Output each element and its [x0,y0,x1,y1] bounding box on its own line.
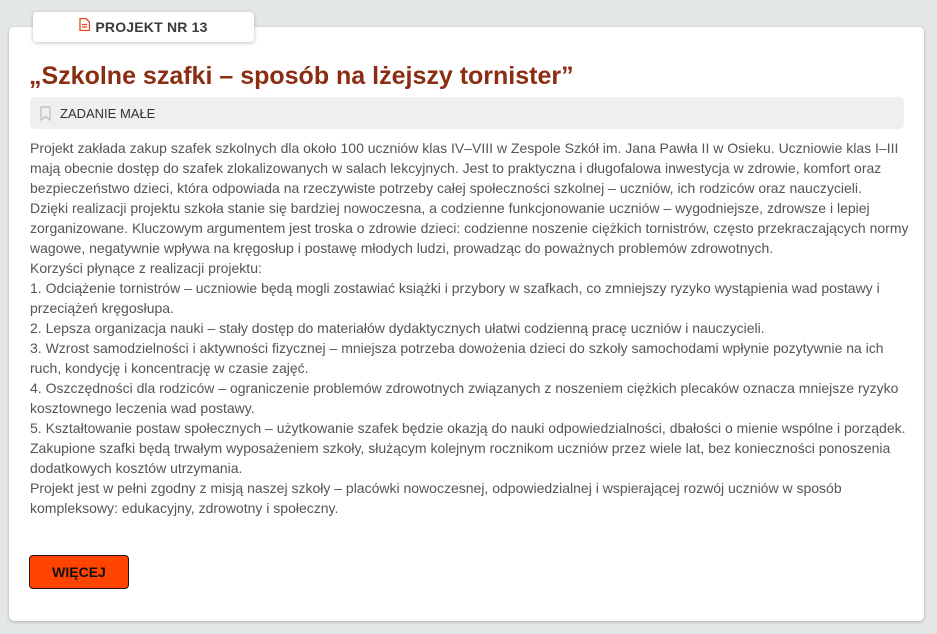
project-number-label: PROJEKT NR 13 [95,19,208,35]
bookmark-icon [40,106,51,121]
project-number-tab [33,12,254,42]
benefit-item: 4. Oszczędności dla rodziców – ograniczenie problemów zdrowotnych związanych z noszeniem ciężkich plecaków oznacza mniejsze ryzyko kosztownego leczenia wad postawy. [30,380,899,416]
benefit-item: 5. Kształtowanie postaw społecznych – użytkowanie szafek będzie okazją do nauki odpowiedzialności, dbałości o mienie wspólne i porządek. [30,420,906,436]
document-icon [79,18,90,36]
benefit-item: 3. Wzrost samodzielności i aktywności fizycznej – mniejsza potrzeba dowożenia dzieci do szkoły samochodami wpłynie pozytywnie na ich ruch, kondycję i koncentrację w czasie zajęć. [30,340,884,376]
project-description [30,138,910,518]
description-paragraph: Projekt jest w pełni zgodny z misją naszej szkoły – placówki nowoczesnej, odpowiedzialnej i wspierającej rozwój uczniów w sposób kompleksowy: edukacyjny, zdrowotny i społeczny. [30,480,842,516]
project-card [9,27,924,621]
description-paragraph: Korzyści płynące z realizacji projektu: [30,260,262,276]
project-title: „Szkolne szafki – sposób na lżejszy tornister” [29,62,574,90]
description-paragraph: Dzięki realizacji projektu szkoła stanie się bardziej nowoczesna, a codzienne funkcjonowanie uczniów – wygodniejsze, zdrowsze i lepiej zorganizowane. Kluczowym argumentem jest troska o zdrowie dzieci: codzienne noszenie ciężkich tornistrów, często przekraczających normy wagowe, negatywnie wpływa na kręgosłup i postawę młodych ludzi, prowadząc do poważnych problemów zdrowotnych. [30,200,909,256]
benefit-item: 2. Lepsza organizacja nauki – stały dostęp do materiałów dydaktycznych ułatwi codzienną pracę uczniów i nauczycieli. [30,320,765,336]
description-paragraph: Projekt zakłada zakup szafek szkolnych dla około 100 uczniów klas IV–VIII w Zespole Szkół im. Jana Pawła II w Osieku. Uczniowie klas I–III mają obecnie dostęp do szafek zlokalizowanych w salach lekcyjnych. Jest to praktyczna i długofalowa inwestycja w zdrowie, komfort oraz bezpieczeństwo dzieci, która odpowiada na rzeczywiste potrzeby całej społeczności szkolnej – uczniów, ich rodziców oraz nauczycieli. [30,140,899,196]
description-paragraph: Zakupione szafki będą trwałym wyposażeniem szkoły, służącym kolejnym rocznikom uczniów przez wiele lat, bez konieczności ponoszenia dodatkowych kosztów utrzymania. [30,440,891,476]
benefit-item: 1. Odciążenie tornistrów – uczniowie będą mogli zostawiać książki i przybory w szafkach, co zmniejszy ryzyko wystąpienia wad postawy i przeciążeń kręgosłupa. [30,280,880,316]
task-size-label: ZADANIE MAŁE [60,105,156,121]
more-button[interactable]: WIĘCEJ [29,555,129,589]
task-size-badge [30,97,904,129]
